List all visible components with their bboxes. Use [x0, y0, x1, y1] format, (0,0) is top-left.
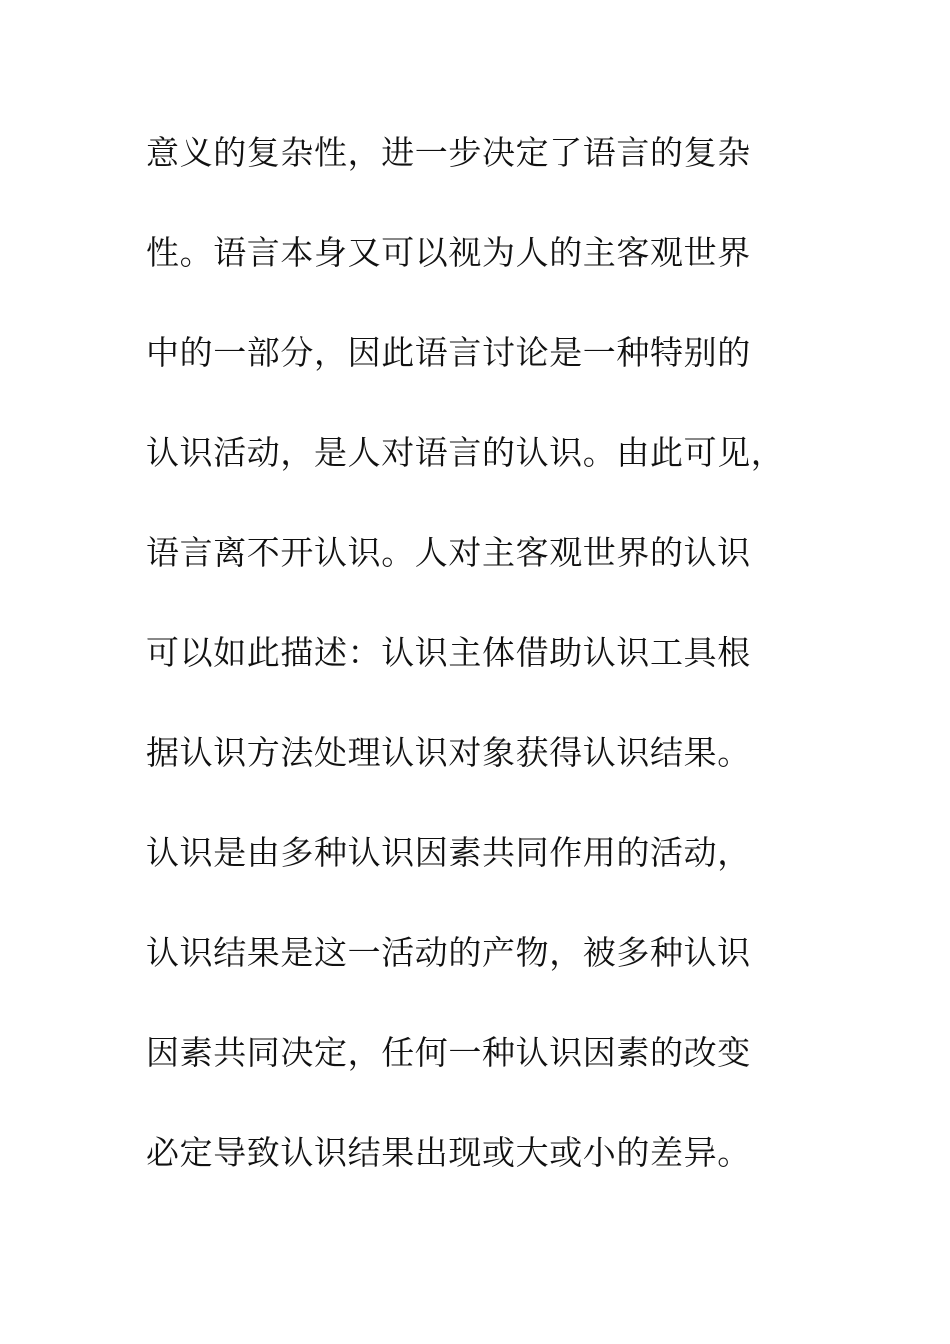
text-line-1: 意义的复杂性，进一步决定了语言的复杂: [146, 133, 751, 172]
text-line-3: 中的一部分，因此语言讨论是一种特别的: [146, 333, 751, 372]
text-line-6: 可以如此描述：认识主体借助认识工具根: [146, 633, 751, 672]
text-line-8: 认识是由多种认识因素共同作用的活动，: [146, 833, 751, 872]
text-line-10: 因素共同决定，任何一种认识因素的改变: [146, 1033, 751, 1072]
text-line-7: 据认识方法处理认识对象获得认识结果。: [146, 733, 751, 772]
text-line-9: 认识结果是这一活动的产物，被多种认识: [146, 933, 751, 972]
text-line-5: 语言离不开认识。人对主客观世界的认识: [146, 533, 751, 572]
body-paragraph: [146, 127, 826, 1227]
text-line-4: 认识活动，是人对语言的认识。由此可见，: [146, 433, 785, 472]
text-line-11: 必定导致认识结果出现或大或小的差异。: [146, 1133, 751, 1172]
text-line-2: 性。语言本身又可以视为人的主客观世界: [146, 233, 751, 272]
